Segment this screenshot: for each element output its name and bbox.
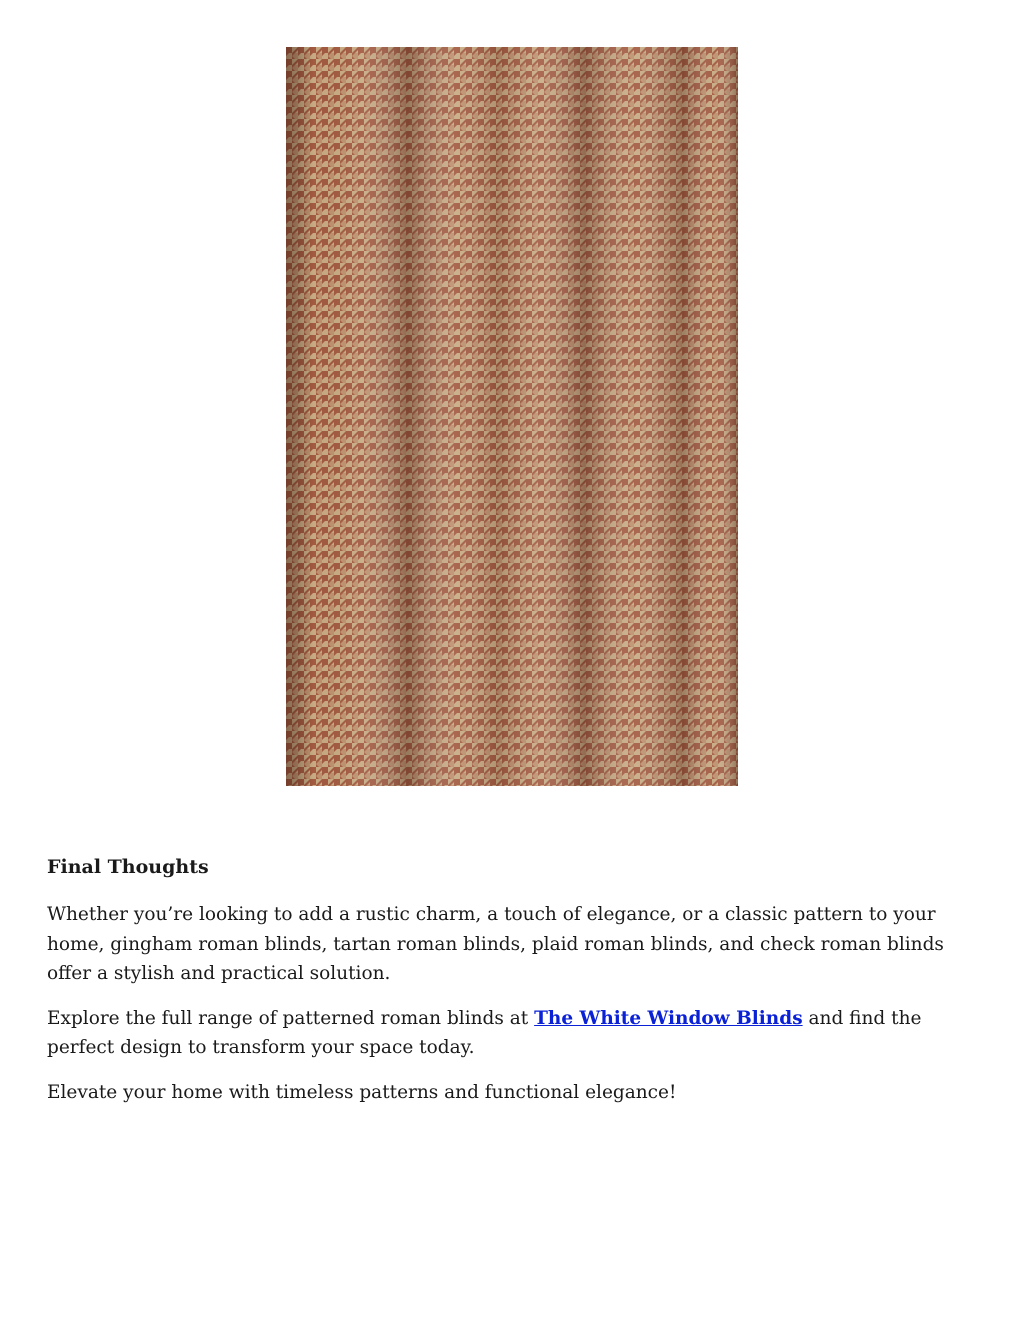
explore-text-before: Explore the full range of patterned roman blinds at [47,1007,535,1029]
white-window-blinds-link[interactable]: The White Window Blinds [534,1007,803,1029]
explore-text-after: and find the perfect design to transform your space today. [47,1007,922,1058]
closing-paragraph: Elevate your home with timeless patterns and functional elegance! [47,1081,677,1103]
section-heading: Final Thoughts [47,856,209,878]
article-content [47,850,977,1122]
intro-paragraph: Whether you’re looking to add a rustic charm, a touch of elegance, or a classic pattern to your home, gingham roman blinds, tartan roman blinds, plaid roman blinds, and check roman blinds offer a stylish and practical solution. [47,904,944,984]
explore-paragraph [47,1004,977,1063]
houndstooth-fabric-image [286,47,738,786]
